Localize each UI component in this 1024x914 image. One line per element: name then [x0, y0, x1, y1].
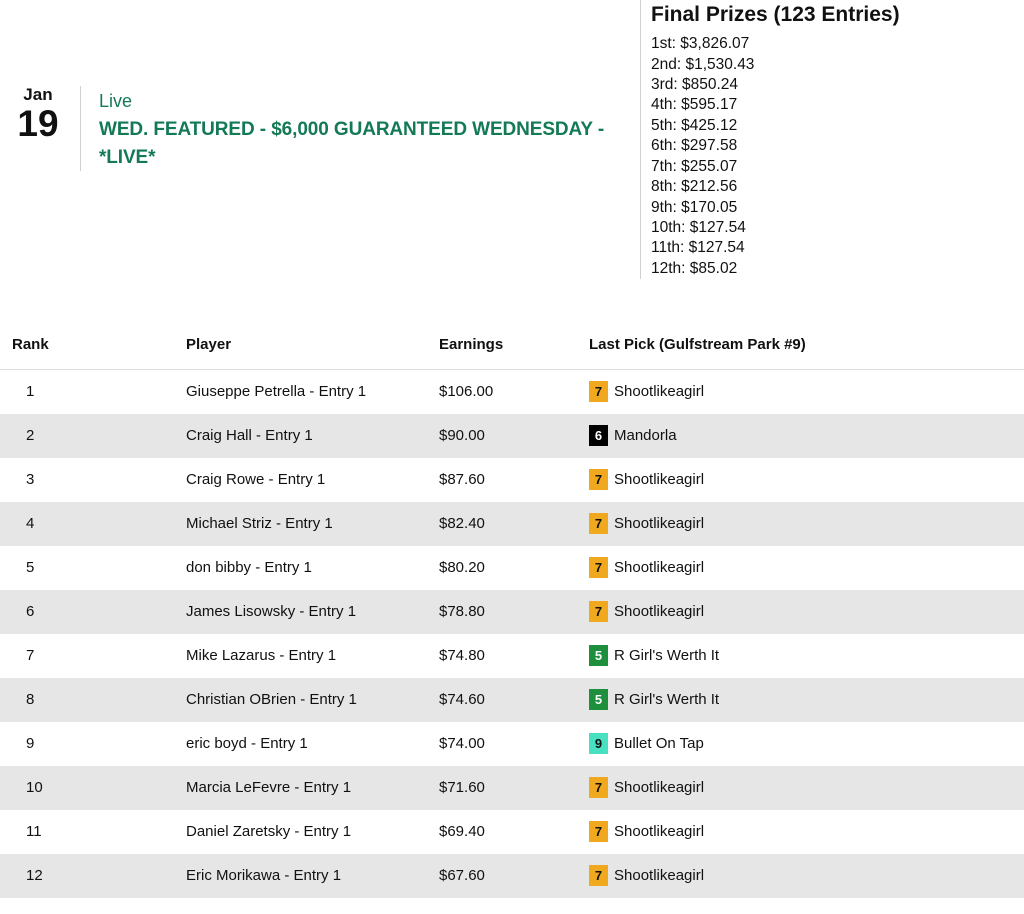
standings-body	[0, 370, 1024, 898]
cell-player[interactable]: Giuseppe Petrella - Entry 1	[186, 383, 367, 401]
saddle-cloth-icon: 5	[589, 689, 608, 710]
table-row[interactable]	[0, 414, 1024, 458]
table-row[interactable]	[0, 458, 1024, 502]
cell-last-pick	[583, 546, 1024, 590]
last-pick	[589, 425, 1018, 446]
prize-row: 6th: $297.58	[651, 137, 738, 155]
cell-last-pick	[583, 370, 1024, 414]
cell-player[interactable]: Marcia LeFevre - Entry 1	[186, 779, 352, 796]
horse-name: Shootlikeagirl	[614, 471, 705, 488]
prize-row: 7th: $255.07	[651, 157, 738, 175]
horse-name: Shootlikeagirl	[614, 515, 705, 532]
last-pick	[589, 513, 1018, 534]
cell-last-pick	[583, 502, 1024, 546]
cell-rank: 8	[26, 691, 35, 708]
cell-rank: 4	[26, 515, 35, 532]
saddle-cloth-icon: 7	[589, 865, 608, 886]
cell-rank: 11	[26, 823, 42, 840]
saddle-cloth-icon: 7	[589, 821, 608, 842]
cell-last-pick	[583, 414, 1024, 458]
horse-name: Shootlikeagirl	[614, 603, 705, 620]
cell-last-pick	[583, 854, 1024, 898]
prize-row: 3rd: $850.24	[651, 76, 739, 94]
saddle-cloth-icon: 7	[589, 601, 608, 622]
cell-rank: 9	[26, 735, 35, 752]
prize-row: 11th: $127.54	[651, 239, 745, 257]
horse-name: Shootlikeagirl	[614, 867, 705, 884]
cell-player[interactable]: Christian OBrien - Entry 1	[186, 691, 357, 708]
final-prizes-list	[651, 34, 1020, 279]
last-pick	[589, 601, 1018, 622]
horse-name: Shootlikeagirl	[614, 823, 705, 840]
last-pick	[589, 469, 1018, 490]
cell-player[interactable]: eric boyd - Entry 1	[186, 735, 308, 752]
saddle-cloth-icon: 7	[589, 557, 608, 578]
cell-last-pick	[583, 810, 1024, 854]
cell-player[interactable]: don bibby - Entry 1	[186, 559, 312, 576]
prize-row: 4th: $595.17	[651, 96, 738, 114]
horse-name: Bullet On Tap	[614, 735, 704, 752]
saddle-cloth-icon: 7	[589, 469, 608, 490]
cell-player[interactable]: Daniel Zaretsky - Entry 1	[186, 823, 352, 840]
cell-earnings: $74.80	[439, 647, 485, 664]
last-pick	[589, 381, 1018, 402]
standings-header-row	[0, 330, 1024, 370]
horse-name: Shootlikeagirl	[614, 779, 705, 796]
saddle-cloth-icon: 7	[589, 381, 608, 402]
cell-rank: 1	[26, 383, 35, 401]
column-header-rank[interactable]: Rank	[0, 330, 88, 370]
cell-earnings: $87.60	[439, 471, 485, 488]
final-prizes-title: Final Prizes (123 Entries)	[651, 3, 900, 26]
last-pick	[589, 733, 1018, 754]
cell-last-pick	[583, 634, 1024, 678]
table-row[interactable]	[0, 546, 1024, 590]
contest-date-month: Jan	[23, 85, 53, 104]
saddle-cloth-icon: 6	[589, 425, 608, 446]
last-pick	[589, 865, 1018, 886]
cell-earnings: $74.60	[439, 691, 485, 708]
cell-earnings: $82.40	[439, 515, 485, 532]
table-row[interactable]	[0, 766, 1024, 810]
standings-table	[0, 330, 1024, 898]
cell-player[interactable]: Eric Morikawa - Entry 1	[186, 867, 342, 884]
table-row[interactable]	[0, 854, 1024, 898]
prize-row: 5th: $425.12	[651, 116, 738, 134]
contest-status-badge: Live	[99, 91, 133, 111]
table-row[interactable]	[0, 722, 1024, 766]
horse-name: R Girl's Werth It	[614, 647, 720, 664]
horse-name: Shootlikeagirl	[614, 383, 705, 401]
saddle-cloth-icon: 9	[589, 733, 608, 754]
horse-name: Mandorla	[614, 427, 677, 444]
prize-row: 10th: $127.54	[651, 218, 746, 236]
column-header-earnings[interactable]: Earnings	[433, 330, 583, 370]
cell-player[interactable]: Michael Striz - Entry 1	[186, 515, 333, 532]
cell-rank: 3	[26, 471, 35, 488]
table-row[interactable]	[0, 370, 1024, 414]
contest-title: WED. FEATURED - $6,000 GUARANTEED WEDNESDAY - *LIVE*	[99, 119, 605, 168]
cell-earnings: $90.00	[439, 427, 485, 444]
last-pick	[589, 689, 1018, 710]
prize-row: 2nd: $1,530.43	[651, 55, 755, 73]
cell-rank: 7	[26, 647, 35, 664]
saddle-cloth-icon: 7	[589, 513, 608, 534]
cell-rank: 2	[26, 427, 35, 444]
final-prizes-panel	[640, 0, 1020, 279]
cell-last-pick	[583, 678, 1024, 722]
saddle-cloth-icon: 5	[589, 645, 608, 666]
cell-player[interactable]: James Lisowsky - Entry 1	[186, 603, 357, 620]
cell-last-pick	[583, 590, 1024, 634]
cell-last-pick	[583, 766, 1024, 810]
last-pick	[589, 645, 1018, 666]
horse-name: Shootlikeagirl	[614, 559, 705, 576]
cell-earnings: $74.00	[439, 735, 485, 752]
cell-earnings: $106.00	[439, 383, 494, 401]
last-pick	[589, 557, 1018, 578]
cell-earnings: $78.80	[439, 603, 485, 620]
table-row[interactable]	[0, 590, 1024, 634]
prize-row: 8th: $212.56	[651, 178, 738, 196]
cell-rank: 12	[26, 867, 43, 884]
cell-rank: 5	[26, 559, 35, 576]
cell-earnings: $69.40	[439, 823, 485, 840]
cell-player[interactable]: Craig Hall - Entry 1	[186, 427, 313, 444]
prize-row: 9th: $170.05	[651, 198, 738, 216]
table-row[interactable]	[0, 502, 1024, 546]
cell-earnings: $67.60	[439, 867, 485, 884]
column-header-last-pick[interactable]: Last Pick (Gulfstream Park #9)	[583, 330, 1024, 370]
prize-row: 1st: $3,826.07	[651, 35, 750, 53]
cell-rank: 6	[26, 603, 35, 620]
horse-name: R Girl's Werth It	[614, 691, 720, 708]
contest-meta	[80, 86, 619, 171]
table-row[interactable]	[0, 678, 1024, 722]
cell-player[interactable]: Mike Lazarus - Entry 1	[186, 647, 337, 664]
prize-row: 12th: $85.02	[651, 259, 738, 277]
contest-date-day: 19	[17, 103, 59, 144]
last-pick	[589, 777, 1018, 798]
last-pick	[589, 821, 1018, 842]
column-header-player[interactable]: Player	[88, 330, 433, 370]
cell-last-pick	[583, 722, 1024, 766]
table-row[interactable]	[0, 810, 1024, 854]
contest-date	[10, 86, 80, 144]
cell-rank: 10	[26, 779, 43, 796]
table-row[interactable]	[0, 634, 1024, 678]
cell-earnings: $71.60	[439, 779, 485, 796]
cell-earnings: $80.20	[439, 559, 485, 576]
contest-header	[0, 0, 640, 171]
cell-last-pick	[583, 458, 1024, 502]
cell-player[interactable]: Craig Rowe - Entry 1	[186, 471, 326, 488]
saddle-cloth-icon: 7	[589, 777, 608, 798]
